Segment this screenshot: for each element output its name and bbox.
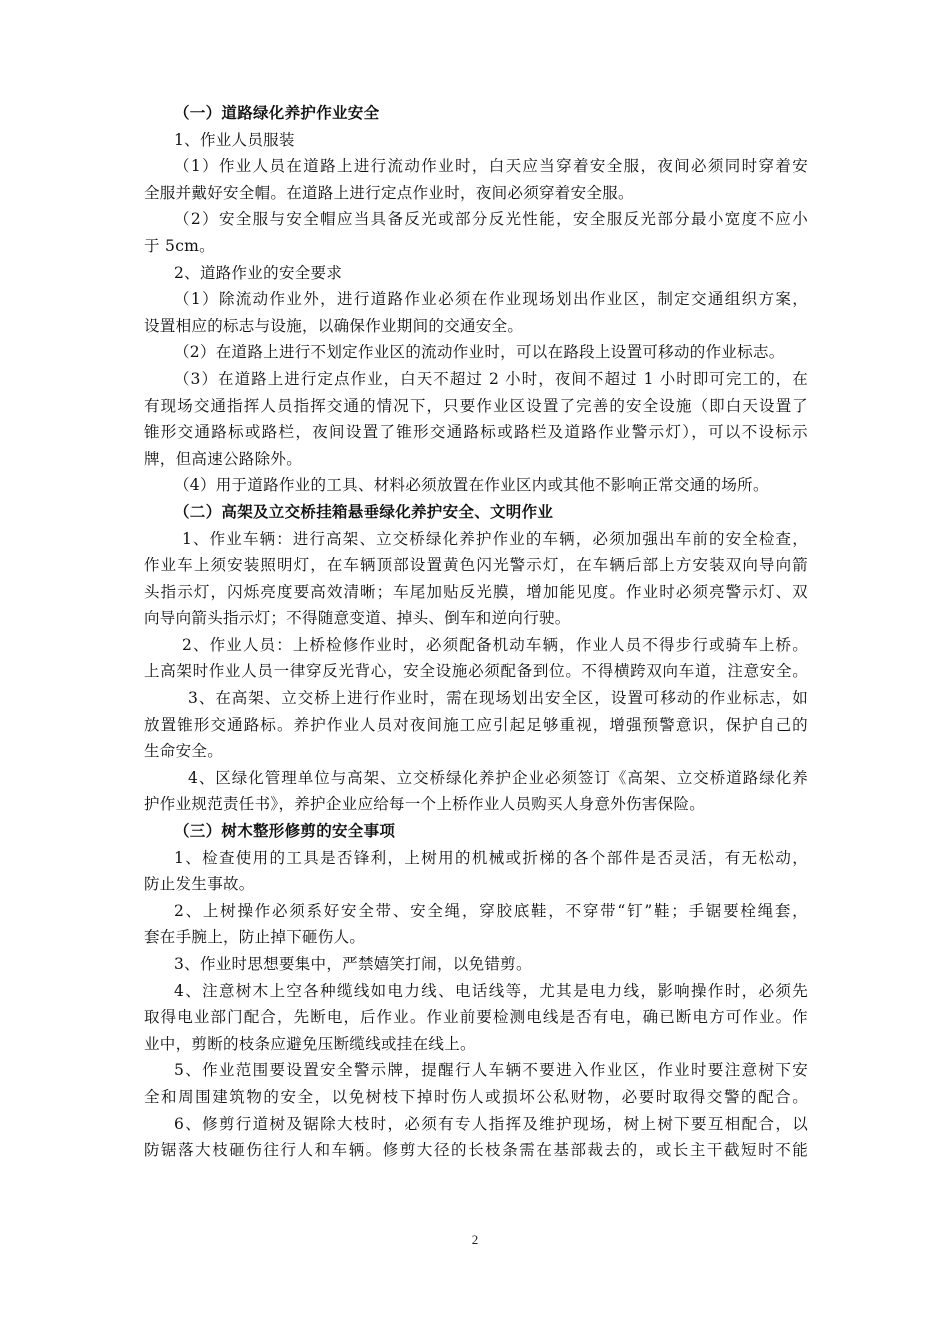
paragraph-line: 牌，但高速公路除外。: [144, 449, 303, 468]
paragraph-line: 1、检查使用的工具是否锋利，上树用的机械或折梯的各个部件是否灵活，有无松动，: [174, 848, 808, 867]
subheading-clothing: 1、作业人员服装: [174, 130, 295, 149]
paragraph-line: 1、作业车辆：进行高架、立交桥绿化养护作业的车辆，必须加强出车前的安全检查，: [182, 529, 808, 548]
paragraph-line: （3）在道路上进行定点作业，白天不超过 2 小时，夜间不超过 1 小时即可完工的，在: [174, 369, 808, 388]
paragraph-line: 套在手腕上，防止掉下砸伤人。: [144, 928, 366, 947]
paragraph-line: 放置锥形交通路标。养护作业人员对夜间施工应引起足够重视，增强预警意识，保护自己的: [144, 715, 808, 734]
document-body: [144, 100, 808, 1164]
paragraph-line: （2）在道路上进行不划定作业区的流动作业时，可以在路段上设置可移动的作业标志。: [174, 343, 785, 362]
paragraph-line: 设置相应的标志与设施，以确保作业期间的交通安全。: [144, 316, 524, 335]
paragraph-line: 防锯落大枝砸伤往行人和车辆。修剪大径的长枝条需在基部裁去的，或长主干截短时不能: [144, 1141, 808, 1160]
paragraph-line: 3、作业时思想要集中，严禁嬉笑打闹，以免错剪。: [174, 955, 532, 973]
paragraph-line: 全和周围建筑物的安全，以免树枝下掉时伤人或损坏公私财物，必要时取得交警的配合。: [144, 1087, 808, 1106]
paragraph-line: 3、在高架、立交桥上进行作业时，需在现场划出安全区，设置可移动的作业标志，如: [188, 689, 808, 708]
paragraph-line: （4）用于道路作业的工具、材料必须放置在作业区内或其他不影响正常交通的场所。: [174, 476, 769, 495]
paragraph-line: 5、作业范围要设置安全警示牌，提醒行人车辆不要进入作业区，作业时要注意树下安: [174, 1061, 808, 1080]
paragraph-line: 头指示灯，闪烁亮度要高效清晰；车尾加贴反光膜，增加能见度。作业时必须亮警示灯、双: [144, 582, 808, 601]
paragraph-line: 2、上树操作必须系好安全带、安全绳，穿胶底鞋，不穿带“钉”鞋；手锯要栓绳套，: [174, 901, 808, 920]
paragraph-line: 向导向箭头指示灯；不得随意变道、掉头、倒车和逆向行驶。: [144, 609, 571, 628]
paragraph-line: 护作业规范责任书》，养护企业应给每一个上桥作业人员购买人身意外伤害保险。: [144, 795, 706, 814]
section-heading-3: （三）树木整形修剪的安全事项: [174, 822, 396, 841]
paragraph-line: （2）安全服与安全帽应当具备反光或部分反光性能，安全服反光部分最小宽度不应小: [174, 210, 808, 229]
paragraph-line: 防止发生事故。: [144, 875, 255, 894]
paragraph-line: 作业车上须安装照明灯，在车辆顶部设置黄色闪光警示灯，在车辆后部上方安装双向导向箭: [144, 556, 808, 575]
paragraph-line: 生命安全。: [144, 742, 224, 761]
paragraph-line: （1）作业人员在道路上进行流动作业时，白天应当穿着安全服，夜间必须同时穿着安: [174, 157, 808, 176]
paragraph-line: 取得电业部门配合，先断电，后作业。作业前要检测电线是否有电，确已断电方可作业。作: [144, 1008, 808, 1027]
paragraph-line: 4、注意树木上空各种缆线如电力线、电话线等，尤其是电力线，影响操作时，必须先: [174, 981, 808, 1000]
section-heading-1: （一）道路绿化养护作业安全: [174, 104, 380, 122]
paragraph-line: 业中，剪断的枝条应避免压断缆线或挂在线上。: [144, 1034, 476, 1053]
section-heading-2: （二）高架及立交桥挂箱悬垂绿化养护安全、文明作业: [174, 502, 554, 521]
paragraph-line: 6、修剪行道树及锯除大枝时，必须有专人指挥及维护现场，树上树下要互相配合，以: [174, 1114, 808, 1133]
paragraph-line: 4、区绿化管理单位与高架、立交桥绿化养护企业必须签订《高架、立交桥道路绿化养: [188, 768, 808, 787]
paragraph-line: 2、作业人员：上桥检修作业时，必须配备机动车辆，作业人员不得步行或骑车上桥。: [182, 635, 808, 654]
paragraph-line: 全服并戴好安全帽。在道路上进行定点作业时，夜间必须穿着安全服。: [144, 183, 634, 202]
paragraph-line: 上高架时作业人员一律穿反光背心，安全设施必须配备到位。不得横跨双向车道，注意安全。: [144, 662, 808, 681]
paragraph-line: 于 5cm。: [144, 236, 215, 255]
subheading-road-safety: 2、道路作业的安全要求: [174, 263, 343, 282]
paragraph-line: （1）除流动作业外，进行道路作业必须在作业现场划出作业区，制定交通组织方案，: [174, 290, 808, 309]
page-number: 2: [471, 1232, 479, 1247]
paragraph-line: 有现场交通指挥人员指挥交通的情况下，只要作业区设置了完善的安全设施（即白天设置了: [144, 396, 808, 415]
paragraph-line: 锥形交通路标或路栏，夜间设置了锥形交通路标或路栏及道路作业警示灯），可以不设标示: [144, 423, 808, 442]
